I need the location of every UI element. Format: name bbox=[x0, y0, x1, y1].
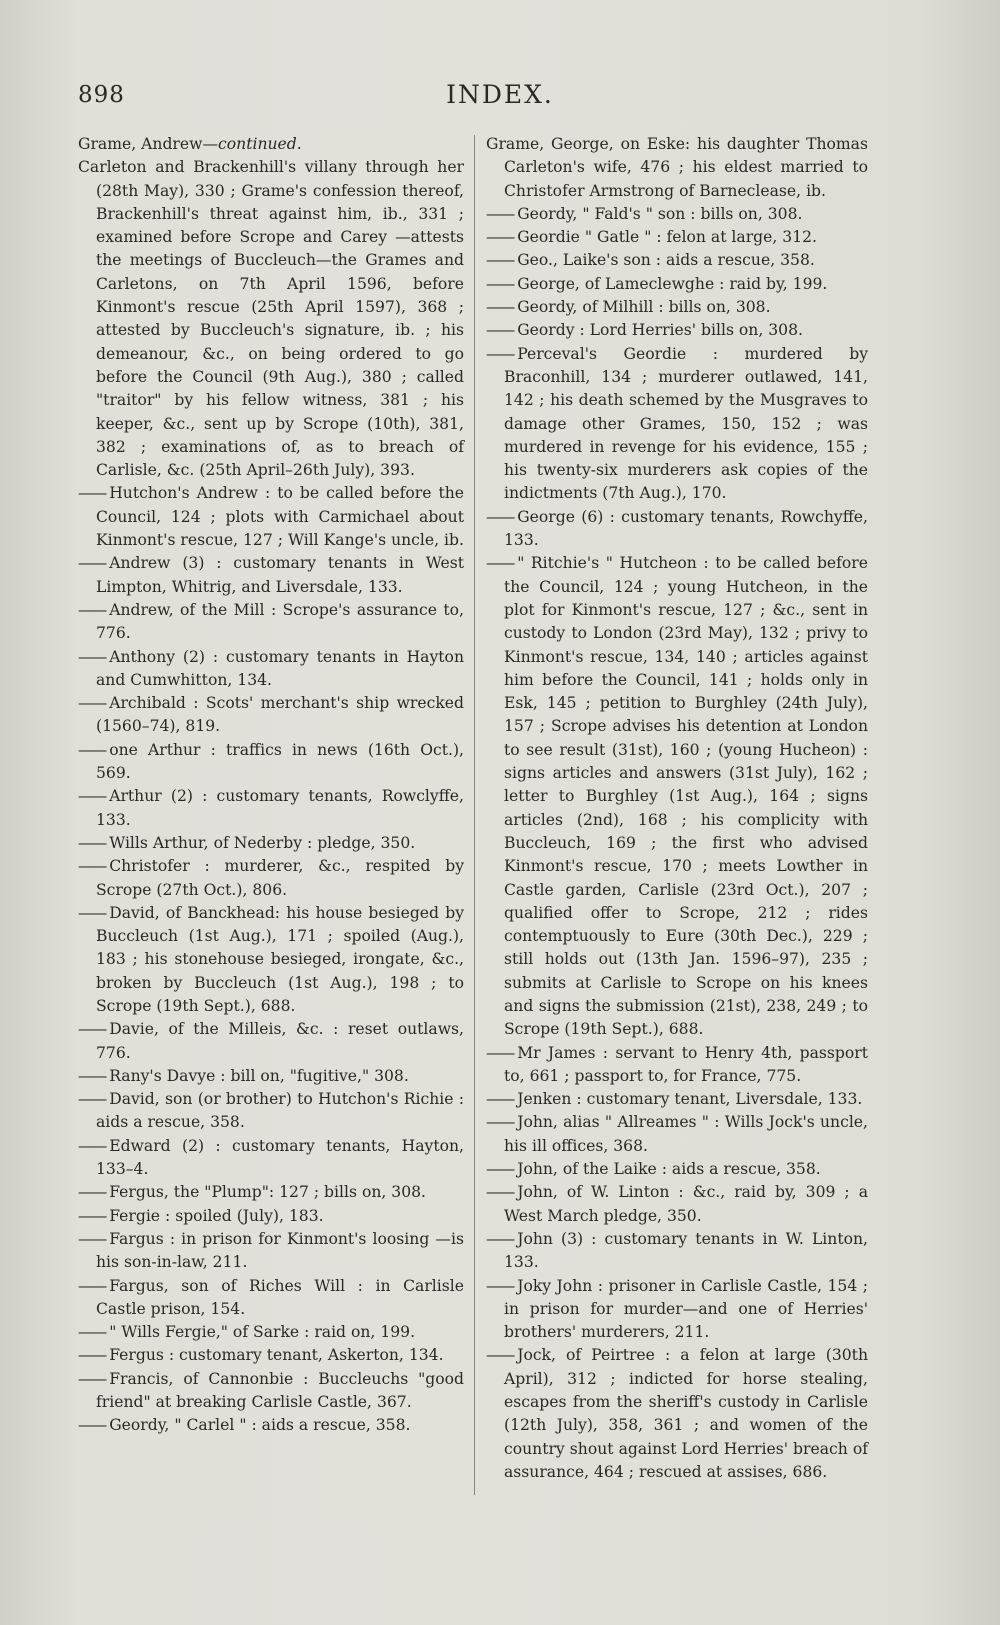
entry-text: John, of W. Linton : &c., raid by, 309 ; a West March pledge, 350. bbox=[504, 1183, 868, 1225]
entry-text: Hutchon's Andrew : to be called before the Council, 124 ; plots with Carmichael about Kinmont's rescue, 127 ; Will Kange's uncle, ib. bbox=[96, 484, 464, 550]
ditto-dash: —— bbox=[486, 1160, 514, 1179]
index-entry bbox=[486, 1088, 868, 1111]
entry-text: Geordy, of Milhill : bills on, 308. bbox=[517, 298, 771, 317]
entry-text: " Ritchie's " Hutcheon : to be called before the Council, 124 ; young Hutcheon, in the plot for Kinmont's rescue, 127 ; &c., sent in custody to London (23rd May), 132 ; privy to Kinmont's rescue, 134, 140 ; articles against him before the Council, 141 ; holds only in Esk, 145 ; petition to Burghley (24th July), 157 ; Scrope advises his detention at London to see result (31st), 160 ; (young Hucheon) : signs articles and answers (31st July), 162 ; letter to Burghley (1st Aug.), 164 ; signs articles (2nd), 168 ; his complicity with Buccleuch, 169 ; the first who advised Kinmont's rescue, 170 ; meets Lowther in Castle garden, Carlisle (23rd Oct.), 207 ; qualified offer to Scrope, 212 ; rides contemptuously to Eure (30th Dec.), 229 ; still holds out (13th Jan. 1596–97), 235 ; submits at Carlisle to Scrope on his knees and signs the submission (21st), 238, 249 ; to Scrope (19th Sept.), 688. bbox=[504, 554, 868, 1039]
ditto-dash: —— bbox=[486, 204, 514, 223]
ditto-dash: —— bbox=[486, 344, 514, 363]
ditto-dash: —— bbox=[78, 1020, 106, 1039]
index-entry bbox=[78, 902, 464, 1018]
ditto-dash: —— bbox=[78, 647, 106, 666]
ditto-dash: —— bbox=[78, 903, 106, 922]
index-entry bbox=[78, 1228, 464, 1275]
index-entry bbox=[78, 692, 464, 739]
entry-text: Jenken : customary tenant, Liversdale, 133. bbox=[517, 1090, 863, 1109]
index-entry bbox=[78, 1205, 464, 1228]
entry-text: Arthur (2) : customary tenants, Rowclyffe, 133. bbox=[96, 787, 464, 829]
column-divider bbox=[474, 135, 475, 1495]
ditto-dash: —— bbox=[486, 1113, 514, 1132]
entry-text: Davie, of the Milleis, &c. : reset outlaws, 776. bbox=[96, 1020, 464, 1062]
heading-name: Grame, Andrew— bbox=[78, 135, 219, 153]
ditto-dash: —— bbox=[78, 1090, 106, 1109]
entry-text: Geordy, " Carlel " : aids a rescue, 358. bbox=[109, 1416, 411, 1435]
ditto-dash: —— bbox=[486, 1183, 514, 1202]
ditto-dash: —— bbox=[78, 857, 106, 876]
entry-text: Geo., Laike's son : aids a rescue, 358. bbox=[517, 251, 815, 270]
index-entry bbox=[78, 552, 464, 599]
ditto-dash: —— bbox=[78, 1369, 106, 1388]
entry-text: Christofer : murderer, &c., respited by Scrope (27th Oct.), 806. bbox=[96, 857, 464, 899]
ditto-dash: —— bbox=[486, 298, 514, 317]
right-column bbox=[486, 133, 868, 1484]
index-entry bbox=[78, 1414, 464, 1437]
ditto-dash: —— bbox=[78, 1323, 106, 1342]
entry-text: Rany's Davye : bill on, "fugitive," 308. bbox=[109, 1066, 409, 1085]
ditto-dash: —— bbox=[486, 1346, 514, 1365]
entry-text: John (3) : customary tenants in W. Linton, 133. bbox=[504, 1229, 868, 1272]
entry-text: Wills Arthur, of Nederby : pledge, 350. bbox=[109, 833, 416, 852]
ditto-dash: —— bbox=[78, 1066, 106, 1085]
ditto-dash: —— bbox=[78, 694, 106, 713]
index-entry bbox=[78, 785, 464, 832]
index-entry bbox=[486, 1275, 868, 1345]
entry-text: David, of Banckhead: his house besieged by Buccleuch (1st Aug.), 171 ; spoiled (Aug.), 183 ; his stonehouse besieged, irongate, &c., broken by Buccleuch (1st Aug.), 198 ; to Scrope (19th Sept.), 688. bbox=[96, 903, 464, 1015]
entry-text: Archibald : Scots' merchant's ship wrecked (1560–74), 819. bbox=[96, 694, 464, 736]
ditto-dash: —— bbox=[486, 554, 514, 573]
entry-text: Jock, of Peirtree : a felon at large (30th April), 312 ; indicted for horse stealing, escapes from the sheriff's custody in Carlisle (12th July), 358, 361 ; and women of the country shout against Lord Herries' breach of assurance, 464 ; rescued at assises, 686. bbox=[504, 1346, 868, 1481]
index-entry bbox=[486, 1042, 868, 1089]
index-entry bbox=[486, 319, 868, 342]
entry-text: George (6) : customary tenants, Rowchyffe, 133. bbox=[504, 507, 868, 550]
index-entry bbox=[78, 1065, 464, 1088]
index-entry bbox=[78, 1321, 464, 1344]
index-entry bbox=[486, 1181, 868, 1228]
index-entry bbox=[78, 482, 464, 552]
ditto-dash: —— bbox=[78, 740, 106, 759]
entry-text: Perceval's Geordie : murdered by Braconhill, 134 ; murderer outlawed, 141, 142 ; his death schemed by the Musgraves to damage other Grames, 150, 152 ; was murdered in revenge for his evidence, 155 ; his twenty-six murderers ask copies of the indictments (7th Aug.), 170. bbox=[504, 344, 868, 503]
entry-text: Anthony (2) : customary tenants in Hayton and Cumwhitton, 134. bbox=[96, 647, 464, 689]
index-entry bbox=[486, 552, 868, 1041]
ditto-dash: —— bbox=[78, 484, 106, 503]
entry-heading bbox=[78, 133, 464, 156]
entry-text: one Arthur : traffics in news (16th Oct.), 569. bbox=[96, 740, 464, 783]
index-entry bbox=[78, 855, 464, 902]
index-entry bbox=[486, 249, 868, 272]
index-entry bbox=[78, 599, 464, 646]
entry-text: Fergus, the "Plump": 127 ; bills on, 308. bbox=[109, 1183, 427, 1202]
ditto-dash: —— bbox=[486, 251, 514, 270]
index-entry bbox=[486, 1111, 868, 1158]
entry-text: Andrew (3) : customary tenants in West Limpton, Whitrig, and Liversdale, 133. bbox=[96, 554, 464, 596]
index-entry bbox=[78, 1368, 464, 1415]
index-entry bbox=[78, 156, 464, 482]
ditto-dash: —— bbox=[78, 600, 106, 619]
entry-text: Grame, George, on Eske: his daughter Thomas Carleton's wife, 476 ; his eldest married to Christofer Armstrong of Barneclease, ib. bbox=[486, 135, 868, 200]
index-entry bbox=[486, 1158, 868, 1181]
ditto-dash: —— bbox=[486, 274, 514, 293]
index-entry bbox=[78, 1135, 464, 1182]
entry-heading bbox=[486, 133, 868, 203]
index-entry bbox=[78, 646, 464, 693]
entry-text: Edward (2) : customary tenants, Hayton, 133–4. bbox=[96, 1136, 464, 1179]
index-entry bbox=[78, 832, 464, 855]
ditto-dash: —— bbox=[486, 1090, 514, 1109]
index-entry bbox=[78, 739, 464, 786]
left-column bbox=[78, 133, 464, 1438]
ditto-dash: —— bbox=[78, 554, 106, 573]
entry-text: Carleton and Brackenhill's villany through her (28th May), 330 ; Grame's confession thereof, Brackenhill's threat against him, ib., 331 ; examined before Scrope and Carey —attests the meetings of Buccleuch—the Grames and Carletons, on 7th April 1596, before Kinmont's rescue (25th April 1597), 368 ; attested by Buccleuch's signature, ib. ; his demeanour, &c., on being ordered to go before the Council (9th Aug.), 380 ; called "traitor" by his fellow witness, 381 ; his keeper, &c., sent up by Scrope (10th), 381, 382 ; examinations of, as to breach of Carlisle, &c. (25th April–26th July), 393. bbox=[78, 158, 464, 480]
entry-text: Andrew, of the Mill : Scrope's assurance to, 776. bbox=[96, 600, 464, 643]
ditto-dash: —— bbox=[78, 1206, 106, 1225]
index-entry bbox=[78, 1275, 464, 1322]
ditto-dash: —— bbox=[78, 1229, 106, 1248]
ditto-dash: —— bbox=[486, 1276, 514, 1295]
entry-text: Mr James : servant to Henry 4th, passport to, 661 ; passport to, for France, 775. bbox=[504, 1043, 868, 1085]
entry-text: John, alias " Allreames " : Wills Jock's uncle, his ill offices, 368. bbox=[504, 1113, 868, 1155]
index-entry bbox=[486, 203, 868, 226]
index-entry bbox=[486, 1228, 868, 1275]
entry-text: " Wills Fergie," of Sarke : raid on, 199. bbox=[109, 1323, 416, 1342]
index-entry bbox=[486, 273, 868, 296]
ditto-dash: —— bbox=[78, 787, 106, 806]
entry-text: Fargus : in prison for Kinmont's loosing —is his son-in-law, 211. bbox=[96, 1229, 464, 1272]
index-entry bbox=[486, 343, 868, 506]
entry-text: Geordie " Gatle " : felon at large, 312. bbox=[517, 228, 818, 247]
entry-text: Fergie : spoiled (July), 183. bbox=[109, 1206, 324, 1225]
index-entry bbox=[486, 226, 868, 249]
ditto-dash: —— bbox=[78, 1416, 106, 1435]
entry-text: Geordy, " Fald's " son : bills on, 308. bbox=[517, 204, 803, 223]
ditto-dash: —— bbox=[486, 1043, 514, 1062]
entry-text: Francis, of Cannonbie : Buccleuchs "good friend" at breaking Carlisle Castle, 367. bbox=[96, 1369, 464, 1412]
entry-text: Fargus, son of Riches Will : in Carlisle Castle prison, 154. bbox=[96, 1276, 464, 1318]
entry-text: David, son (or brother) to Hutchon's Richie : aids a rescue, 358. bbox=[96, 1090, 464, 1132]
ditto-dash: —— bbox=[486, 507, 514, 526]
index-entry bbox=[78, 1181, 464, 1204]
heading-continued: continued. bbox=[218, 135, 302, 153]
index-entry bbox=[78, 1344, 464, 1367]
entry-text: George, of Lameclewghe : raid by, 199. bbox=[517, 274, 828, 293]
ditto-dash: —— bbox=[78, 1346, 106, 1365]
ditto-dash: —— bbox=[78, 1183, 106, 1202]
entry-text: John, of the Laike : aids a rescue, 358. bbox=[517, 1160, 821, 1179]
ditto-dash: —— bbox=[78, 833, 106, 852]
index-entry bbox=[78, 1018, 464, 1065]
index-entry bbox=[486, 1344, 868, 1484]
index-entry bbox=[486, 506, 868, 553]
ditto-dash: —— bbox=[486, 1229, 514, 1248]
index-entry bbox=[486, 296, 868, 319]
page-header bbox=[0, 78, 1000, 118]
page-number: 898 bbox=[78, 82, 125, 108]
running-title: INDEX. bbox=[446, 80, 554, 109]
entry-text: Joky John : prisoner in Carlisle Castle, 154 ; in prison for murder—and one of Herries' brothers' murderers, 211. bbox=[504, 1276, 868, 1342]
ditto-dash: —— bbox=[486, 228, 514, 247]
ditto-dash: —— bbox=[78, 1136, 106, 1155]
ditto-dash: —— bbox=[486, 321, 514, 340]
ditto-dash: —— bbox=[78, 1276, 106, 1295]
entry-text: Fergus : customary tenant, Askerton, 134. bbox=[109, 1346, 444, 1365]
index-entry bbox=[78, 1088, 464, 1135]
entry-text: Geordy : Lord Herries' bills on, 308. bbox=[517, 321, 803, 340]
